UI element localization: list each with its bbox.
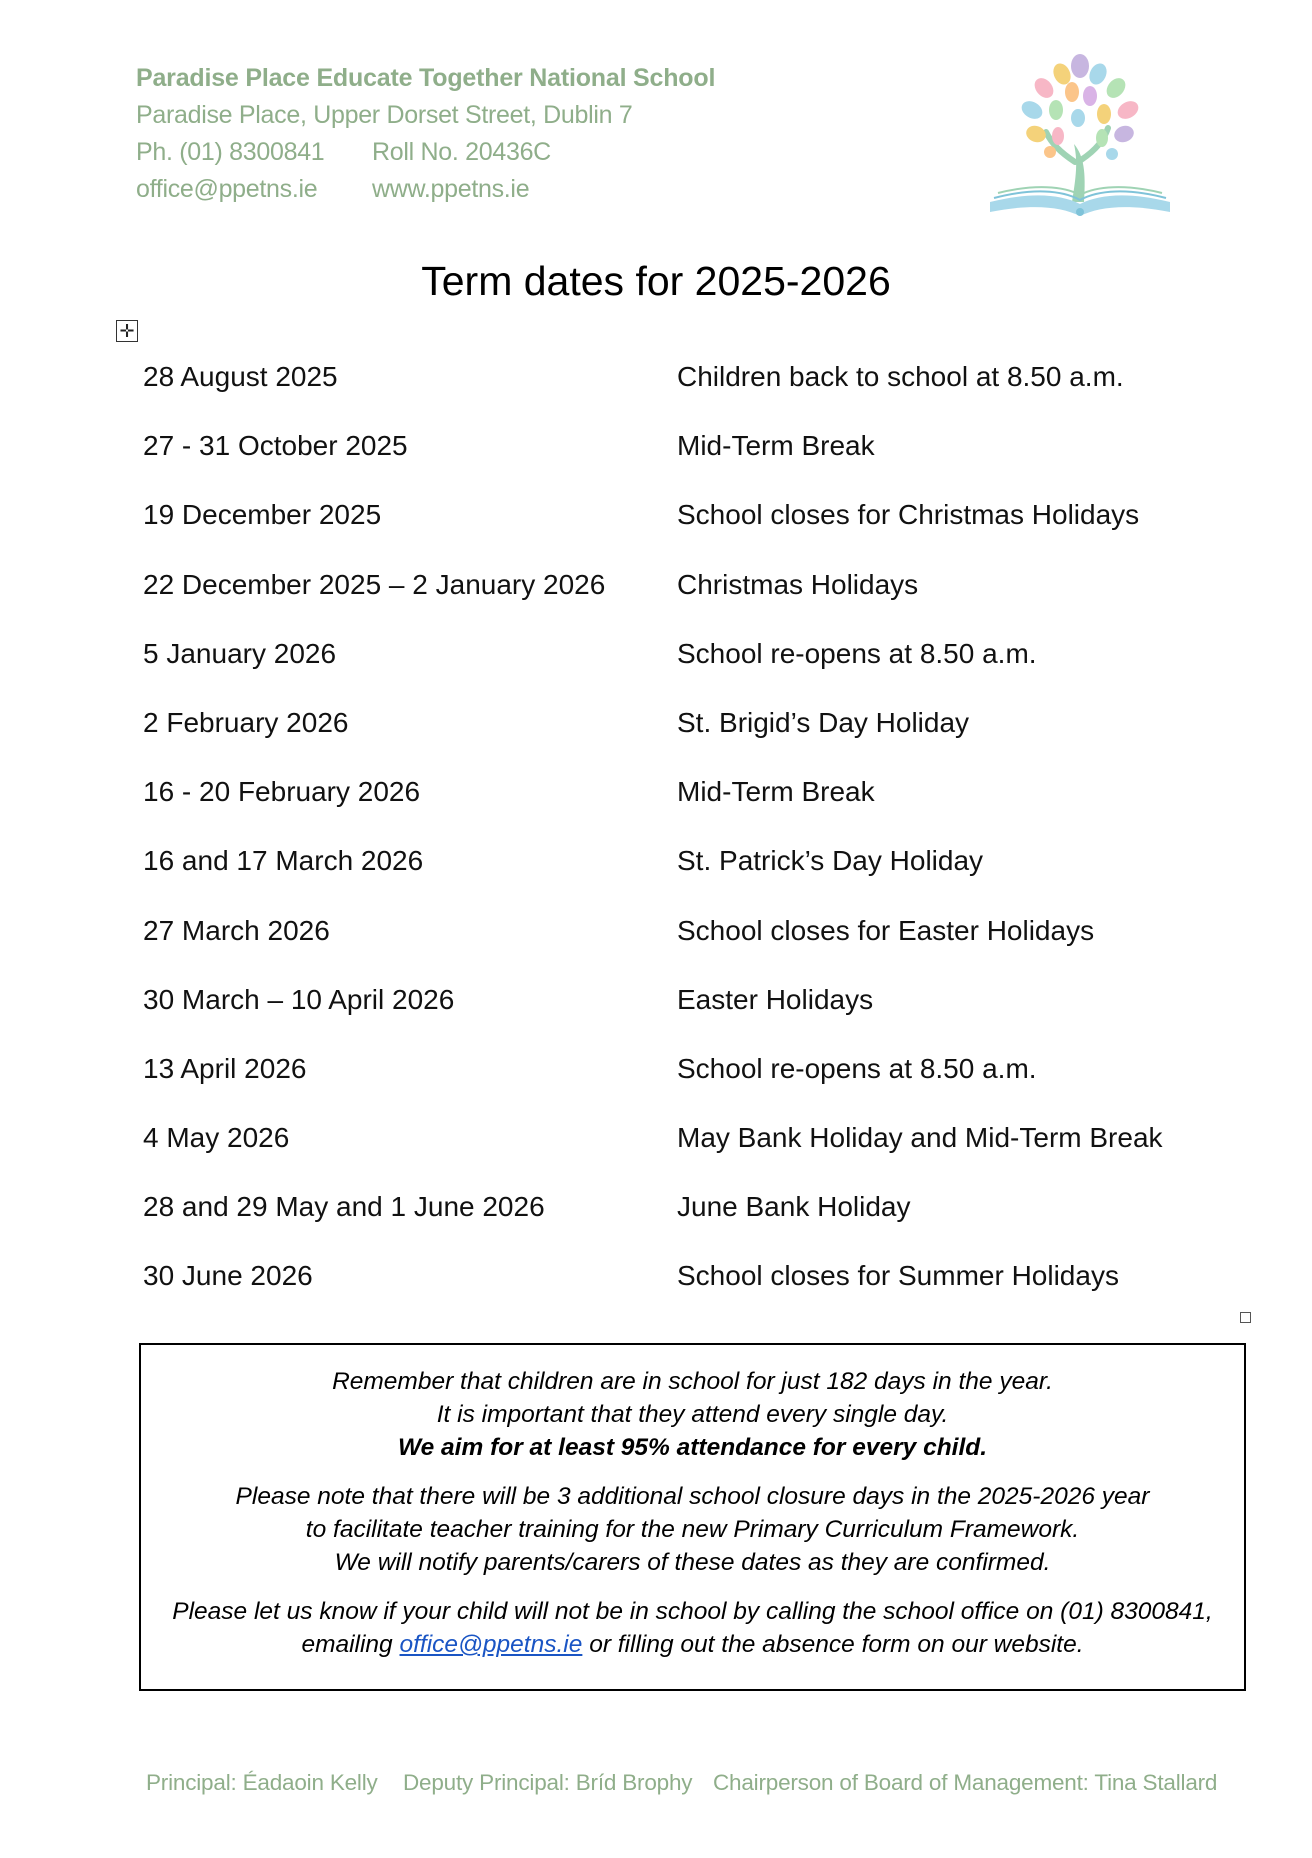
attendance-notice-box: [139, 1343, 1246, 1691]
term-date: 28 and 29 May and 1 June 2026: [143, 1191, 545, 1223]
footer-deputy-principal: Deputy Principal: Bríd Brophy: [403, 1770, 693, 1795]
term-event: School re-opens at 8.50 a.m.: [677, 637, 1037, 669]
term-date-row: [143, 978, 1223, 1047]
term-event: Children back to school at 8.50 a.m.: [677, 361, 1124, 392]
term-event: School closes for Easter Holidays: [677, 914, 1095, 946]
contact-row-2: [136, 175, 715, 204]
term-date-row: [143, 770, 1223, 839]
term-date-row: [143, 632, 1223, 701]
term-date: 27 - 31 October 2025: [143, 430, 408, 462]
term-event: June Bank Holiday: [677, 1191, 911, 1223]
school-phone: Ph. (01) 8300841: [136, 138, 325, 166]
footer-chairperson: Chairperson of Board of Management: Tina Stallard: [713, 1770, 1218, 1795]
school-website: www.ppetns.ie: [372, 175, 530, 203]
term-date: 16 and 17 March 2026: [143, 845, 424, 877]
email-link[interactable]: office@ppetns.ie: [399, 1631, 583, 1658]
school-email: office@ppetns.ie: [136, 175, 318, 203]
term-date-row: [143, 355, 1223, 424]
term-date: 5 January 2026: [143, 637, 337, 669]
term-date-row: [143, 424, 1223, 493]
tree-book-logo-icon: [980, 52, 1180, 224]
contact-row-1: [136, 138, 715, 167]
notice-line: Please let us know if your child will not be in school by calling the school office on (01) 8300841,: [172, 1598, 1213, 1625]
term-date-row: [143, 1254, 1223, 1323]
notice-text: or filling out the absence form on our website.: [589, 1631, 1084, 1658]
term-date: 2 February 2026: [143, 706, 349, 738]
term-date-row: [143, 909, 1223, 978]
school-address: Paradise Place, Upper Dorset Street, Dublin 7: [136, 101, 633, 129]
notice-line: Remember that children are in school for just 182 days in the year.: [332, 1368, 1053, 1395]
page-title: Term dates for 2025-2026: [421, 258, 891, 304]
term-event: Mid-Term Break: [677, 430, 875, 462]
term-event: Mid-Term Break: [677, 776, 875, 808]
term-event: St. Patrick’s Day Holiday: [677, 845, 984, 877]
term-event: School re-opens at 8.50 a.m.: [677, 1052, 1037, 1084]
term-event: School closes for Christmas Holidays: [677, 499, 1140, 531]
term-date: 13 April 2026: [143, 1052, 307, 1084]
term-event: Christmas Holidays: [677, 568, 919, 600]
term-date-row: [143, 563, 1223, 632]
notice-line: to facilitate teacher training for the new Primary Curriculum Framework.: [305, 1516, 1080, 1543]
notice-line: We will notify parents/carers of these dates as they are confirmed.: [334, 1549, 1051, 1576]
term-date: 28 August 2025: [143, 361, 338, 392]
term-dates-table: [143, 355, 1223, 1324]
term-date: 30 March – 10 April 2026: [143, 983, 455, 1015]
notice-line: [141, 1628, 1244, 1661]
term-event: May Bank Holiday and Mid-Term Break: [677, 1122, 1163, 1154]
term-date: 16 - 20 February 2026: [143, 776, 421, 808]
term-date-row: [143, 1047, 1223, 1116]
term-date-row: [143, 701, 1223, 770]
term-date: 22 December 2025 – 2 January 2026: [143, 568, 606, 600]
term-event: Easter Holidays: [677, 983, 874, 1015]
term-date: 19 December 2025: [143, 499, 382, 531]
term-date: 27 March 2026: [143, 914, 330, 946]
footer-principal: Principal: Éadaoin Kelly: [146, 1770, 378, 1795]
term-date-row: [143, 1116, 1223, 1185]
notice-line: It is important that they attend every single day.: [436, 1401, 949, 1428]
term-date-row: [143, 839, 1223, 908]
notice-line: Please note that there will be 3 additional school closure days in the 2025-2026 year: [235, 1483, 1150, 1510]
notice-attendance-goal: We aim for at least 95% attendance for every child.: [397, 1434, 988, 1461]
table-move-handle-icon[interactable]: ✛: [116, 320, 138, 342]
notice-text: emailing: [301, 1631, 393, 1658]
term-event: St. Brigid’s Day Holiday: [677, 706, 970, 738]
term-event: School closes for Summer Holidays: [677, 1260, 1119, 1292]
term-date-row: [143, 1185, 1223, 1254]
school-roll-number: Roll No. 20436C: [372, 138, 551, 166]
term-date: 4 May 2026: [143, 1122, 290, 1154]
term-date: 30 June 2026: [143, 1260, 313, 1292]
school-header: [136, 64, 715, 204]
school-name: Paradise Place Educate Together National School: [136, 64, 716, 92]
table-resize-handle[interactable]: [1240, 1312, 1251, 1323]
term-date-row: [143, 493, 1223, 562]
